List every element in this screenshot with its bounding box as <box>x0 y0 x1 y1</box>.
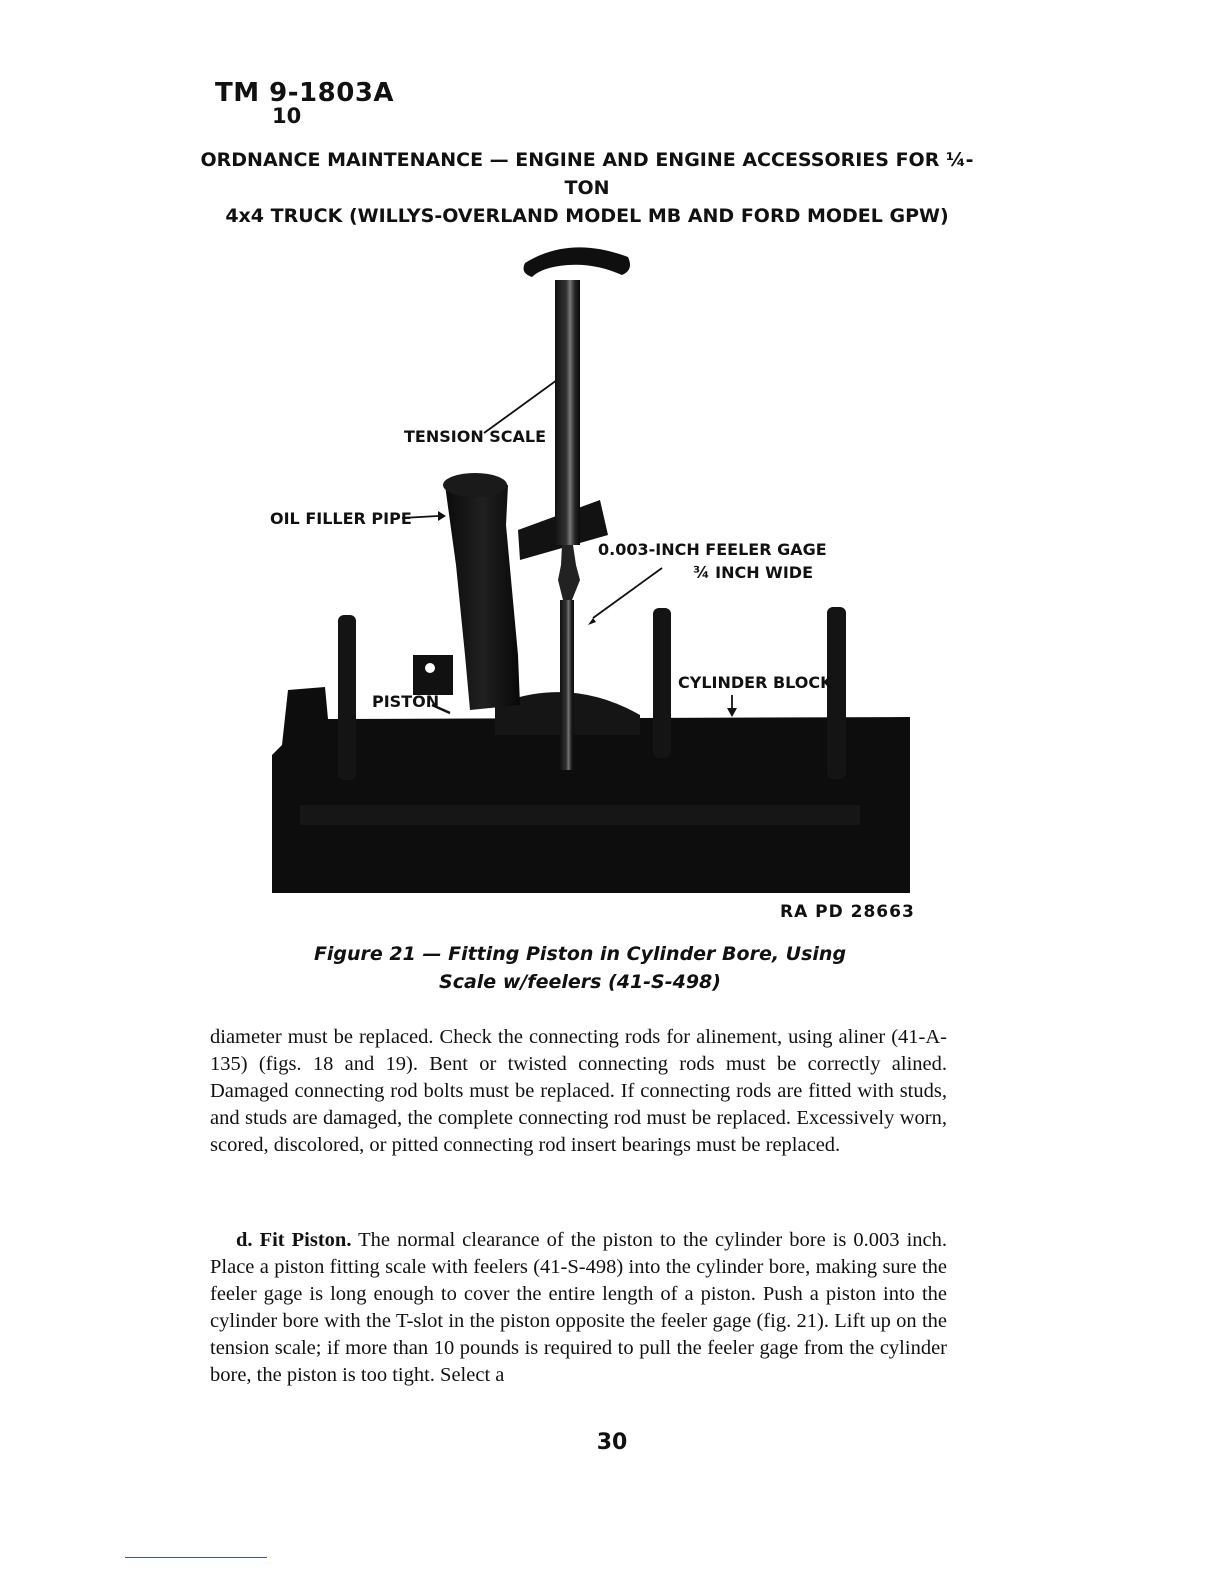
oil-filler-pipe-shape <box>445 480 520 710</box>
section-title-line2: 4x4 TRUCK (WILLYS-OVERLAND MODEL MB AND FORD MODEL GPW) <box>225 205 949 227</box>
label-feeler-gage-line2: ¾ INCH WIDE <box>693 563 813 582</box>
footnote-rule <box>125 1557 267 1558</box>
stud-left <box>338 615 356 780</box>
body-paragraph-1: diameter must be replaced. Check the connecting rods for alinement, using aliner (41-A-135) (figs. 18 and 19). Bent or twisted connecting rods must be correctly alined. Damaged connecting rod bolts must be replaced. If connecting rods are fitted with studs, and studs are damaged, the complete connecting rod must be replaced. Excessively worn, scored, discolored, or pitted connecting rod insert bearings must be replaced. <box>210 1026 947 1156</box>
stud-center <box>653 608 671 758</box>
label-tension-scale: TENSION SCALE <box>404 427 547 446</box>
tension-scale-rod <box>555 280 580 545</box>
label-cylinder-block: CYLINDER BLOCK <box>678 673 833 692</box>
label-oil-filler-pipe: OIL FILLER PIPE <box>270 509 412 528</box>
paragraph-number: 10 <box>272 104 302 128</box>
paragraph-lead: d. Fit Piston. <box>236 1229 352 1251</box>
figure-caption <box>250 940 910 996</box>
label-piston: PISTON <box>372 692 440 711</box>
figure-21-photo <box>270 235 920 900</box>
tm-number: TM 9-1803A <box>215 78 395 108</box>
piston-fitting-illustration <box>270 235 920 900</box>
t-handle <box>524 247 630 277</box>
paragraph-text: The normal clearance of the piston to the cylinder bore is 0.003 inch. Place a piston fitting scale with feelers (41-S-498) into the cylinder bore, making sure the feeler gage is long enough to cover the entire length of a piston. Push a piston into the cylinder bore with the T-slot in the piston opposite the feeler gage (fig. 21). Lift up on the tension scale; if more than 10 pounds is required to pull the feeler gage from the cylinder bore, the piston is too tight. Select a <box>210 1229 948 1386</box>
figure-reference: RA PD 28663 <box>780 902 915 922</box>
section-title-line1: ORDNANCE MAINTENANCE — ENGINE AND ENGINE ACCESSORIES FOR ¼-TON <box>200 149 974 199</box>
label-feeler-gage-line1: 0.003-INCH FEELER GAGE <box>598 540 827 559</box>
feeler-gage-strip <box>560 600 574 770</box>
caption-line2: Scale w/feelers (41-S-498) <box>439 971 721 993</box>
caption-line1: Figure 21 — Fitting Piston in Cylinder Bore, Using <box>313 943 847 965</box>
body-paragraph-2 <box>210 1227 947 1389</box>
page-number: 30 <box>596 1430 628 1455</box>
stud-right <box>827 607 846 779</box>
section-title <box>200 146 974 230</box>
